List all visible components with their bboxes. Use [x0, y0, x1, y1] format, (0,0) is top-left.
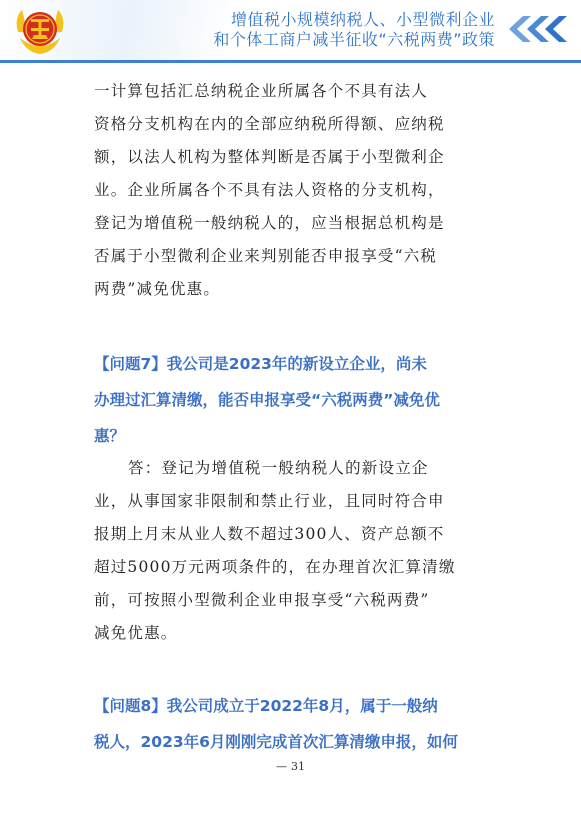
question-line: 税人，2023年6月刚刚完成首次汇算清缴申报，如何	[94, 733, 458, 751]
text-line: 减免优惠。	[94, 624, 178, 642]
question-line: 【问题8】我公司成立于2022年8月，属于一般纳	[94, 697, 438, 715]
text-line: 否属于小型微利企业来判别能否申报享受“六税	[94, 247, 438, 265]
question-line: 办理过汇算清缴，能否申报享受“六税两费”减免优	[94, 391, 440, 409]
header-title	[213, 10, 495, 50]
tax-emblem-logo	[12, 2, 68, 58]
text-line: 两费”减免优惠。	[94, 280, 221, 298]
text-line: 答：登记为增值税一般纳税人的新设立企	[128, 459, 429, 477]
question-7-heading	[94, 346, 504, 454]
question-line: 【问题7】我公司是2023年的新设立企业，尚未	[94, 355, 427, 373]
text-line: 前，可按照小型微利企业申报享受“六税两费”	[94, 591, 430, 609]
page-header	[0, 0, 581, 60]
text-line: 报期上月末从业人数不超过300人、资产总额不	[94, 525, 445, 543]
text-line: 额，以法人机构为整体判断是否属于小型微利企	[94, 148, 445, 166]
question-8-heading	[94, 688, 504, 760]
text-line: 业。企业所属各个不具有法人资格的分支机构，	[94, 181, 445, 199]
answer-7-paragraph	[94, 452, 494, 650]
header-title-line-1: 增值税小规模纳税人、小型微利企业	[230, 10, 495, 29]
text-line: 超过5000万元两项条件的，在办理首次汇算清缴	[94, 558, 456, 576]
page-number-dash: —	[276, 760, 287, 773]
text-line: 资格分支机构在内的全部应纳税所得额、应纳税	[94, 115, 445, 133]
header-title-line-2: 和个体工商户减半征收“六税两费”政策	[213, 30, 495, 49]
chevron-left-decoration-icon	[501, 14, 573, 44]
paragraph-1	[94, 75, 494, 306]
text-line: 一计算包括汇总纳税企业所属各个不具有法人	[94, 82, 429, 100]
text-line: 业，从事国家非限制和禁止行业，且同时符合申	[94, 492, 445, 510]
header-divider	[0, 60, 581, 63]
text-line: 登记为增值税一般纳税人的，应当根据总机构是	[94, 214, 445, 232]
page-number	[0, 760, 581, 773]
question-line: 惠？	[94, 427, 126, 445]
page-number-value: 31	[291, 760, 305, 773]
